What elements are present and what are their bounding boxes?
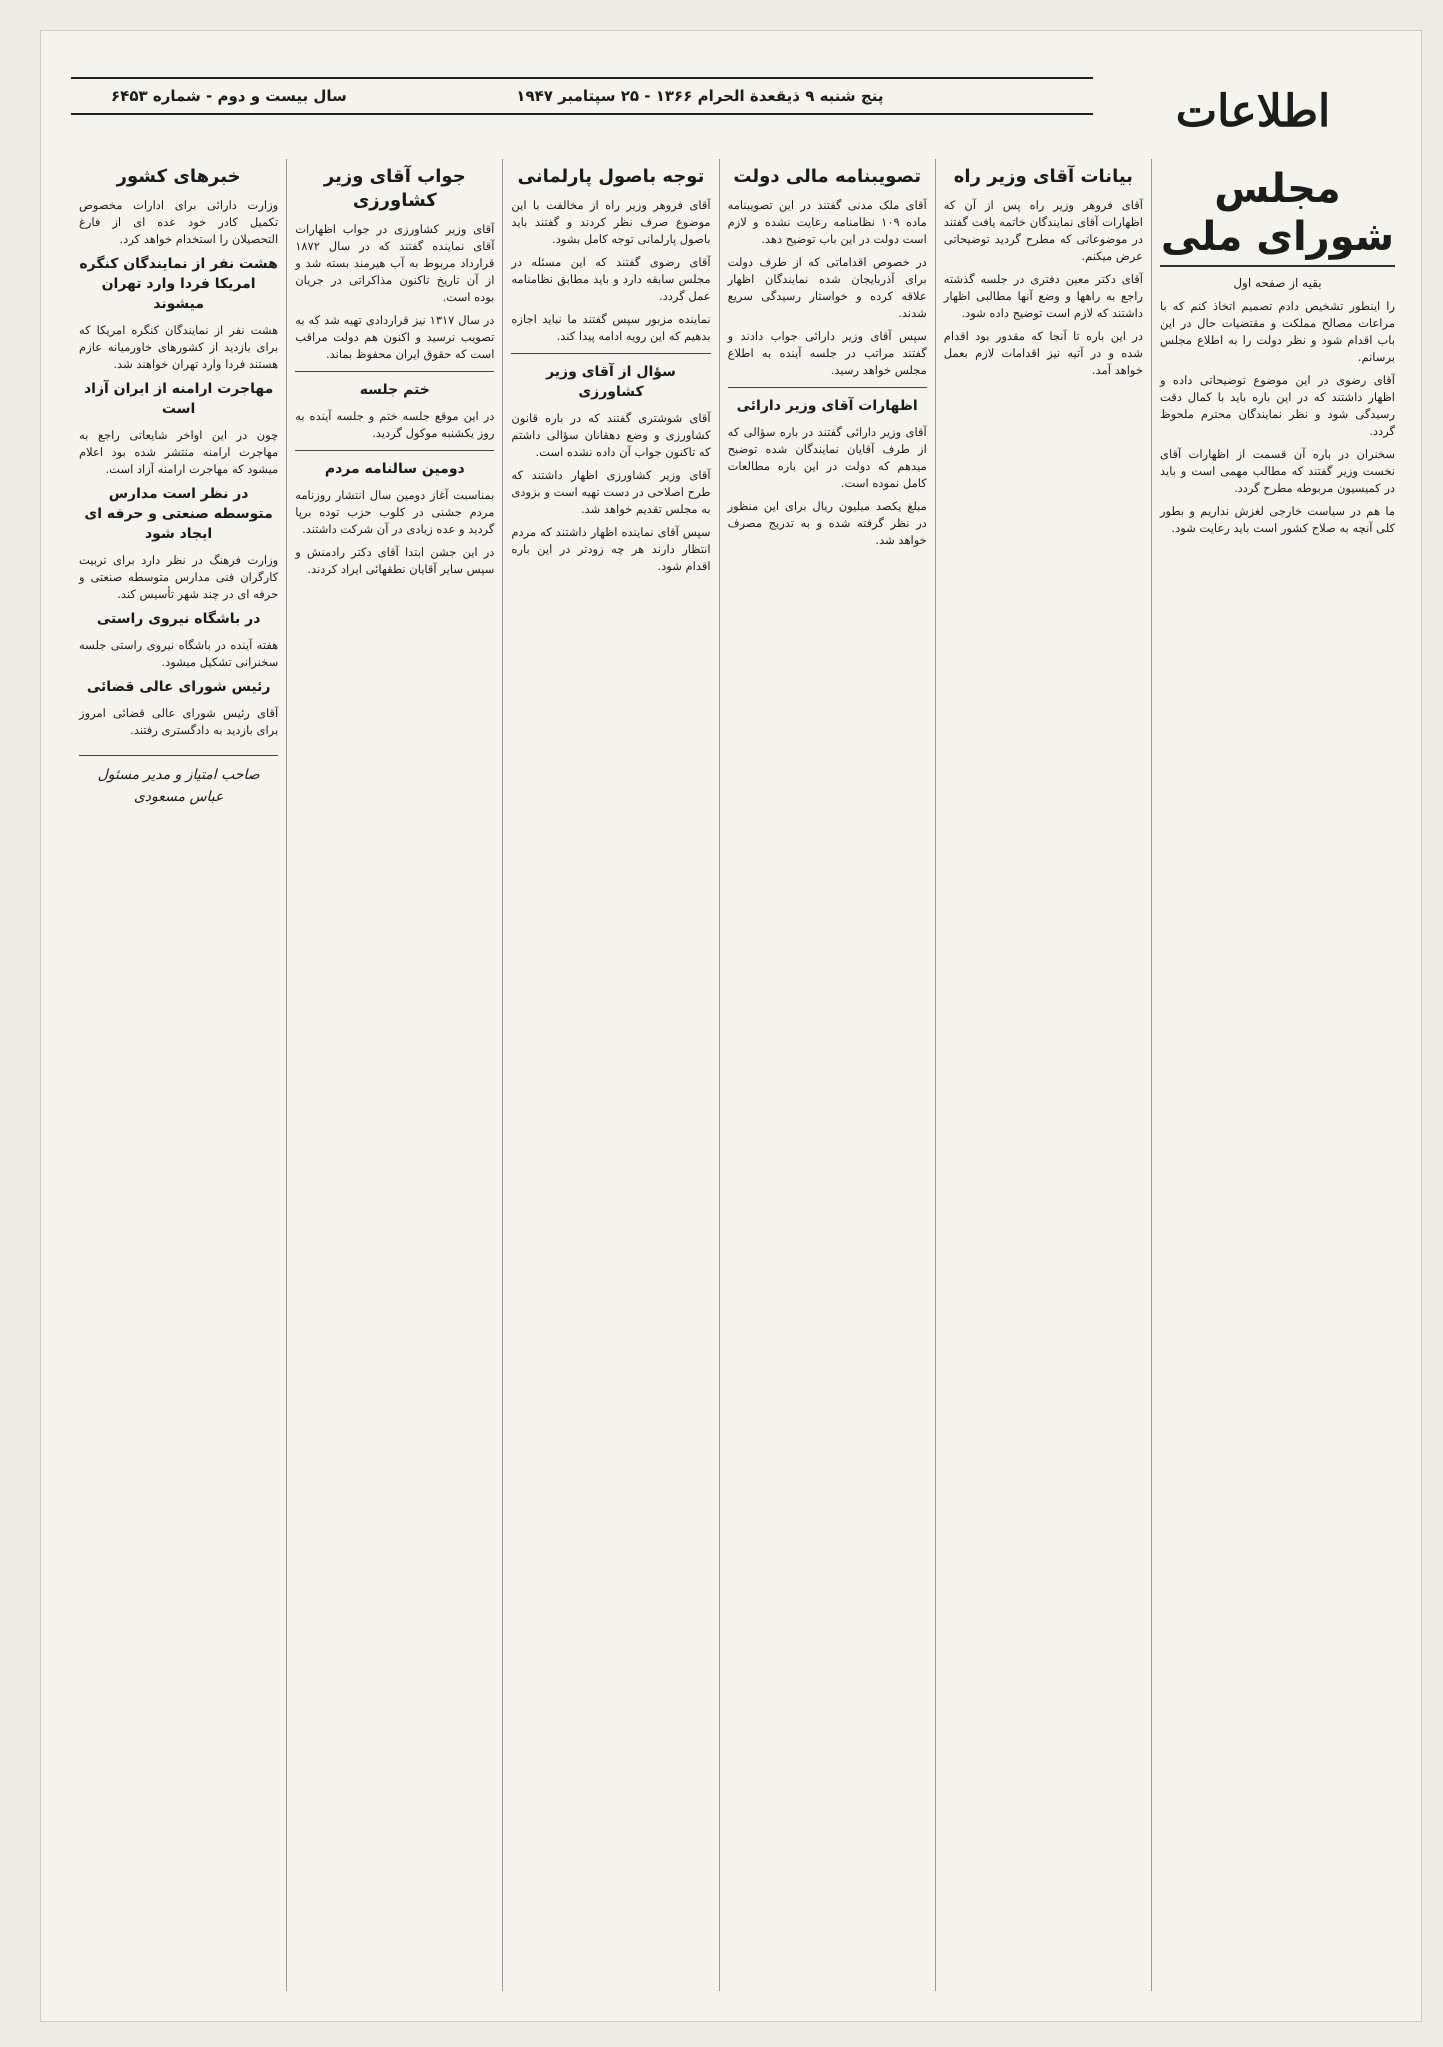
majlis-paragraph: ما هم در سیاست خارجی لغزش نداریم و بطور کلی آنچه به صلاح کشور است باید رعایت شود. — [1159, 504, 1395, 535]
sual-paragraph: آقای شوشتری گفتند که در باره قانون کشاورزی و وضع دهقانان سؤالی داشتم که تاکنون جواب آن داده نشده است. — [511, 411, 711, 459]
dateline-left: سال بیست و دوم - شماره ۶۴۵۳ — [111, 87, 347, 105]
column-3 — [719, 159, 935, 1991]
divider — [295, 450, 494, 451]
akhbar-subhead: در باشگاه نیروی راستی — [96, 611, 261, 627]
akhbar-subhead: رئیس شورای عالی قضائی — [86, 679, 271, 695]
akhbar-paragraph: آقای رئیس شورای عالی قضائی امروز برای بازدید به دادگستری رفتند. — [79, 706, 279, 737]
publisher-signature — [79, 755, 278, 808]
akhbar-paragraph: چون در این اواخر شایعاتی راجع به مهاجرت ارامنه منتشر شده بود اعلام میشود که مهاجرت ارامنه آزاد است. — [79, 428, 279, 476]
akhbar-paragraph: هفته آینده در باشگاه نیروی راستی جلسه سخنرانی تشکیل میشود. — [79, 638, 279, 669]
newspaper-page — [40, 30, 1422, 2022]
tasvibname-paragraph: در خصوص اقداماتی که از طرف دولت برای آذربایجان شده نمایندگان اظهار علاقه کرده و خواستار رسیدگی سریع شدند. — [727, 255, 927, 320]
dateline-center: پنج شنبه ۹ ذیقعدة الحرام ۱۳۶۶ - ۲۵ سپتامبر ۱۹۴۷ — [516, 87, 884, 105]
akhbar-subhead: هشت نفر از نمایندگان کنگره امریکا فردا وارد تهران میشوند — [79, 256, 278, 312]
ezharat-headline: اظهارات آقای وزیر دارائی — [736, 398, 918, 414]
tavajjoh-paragraph: آقای رضوی گفتند که این مسئله در مجلس سابقه دارد و باید مطابق نظامنامه عمل گردد. — [511, 255, 711, 303]
column-4 — [502, 159, 718, 1991]
akhbar-paragraph: هشت نفر از نمایندگان کنگره امریکا که برای بازدید از کشورهای خاورمیانه عازم هستند فردا وارد تهران خواهند شد. — [79, 323, 279, 371]
masthead: اطلاعات — [1175, 85, 1331, 137]
column-5 — [286, 159, 502, 1991]
akhbar-paragraph: وزارت دارائی برای ادارات مخصوص تکمیل کادر خود عده ای از فارغ التحصیلان را استخدام خواهد کرد. — [79, 198, 279, 246]
divider — [295, 371, 494, 372]
dovvomin-headline: دومین سالنامه مردم — [324, 461, 465, 477]
column-6 — [71, 159, 286, 1991]
bayanat-paragraph: در این باره تا آنجا که مقدور بود اقدام شده و در آتیه نیز اقدامات لازم بعمل خواهد آمد. — [943, 329, 1143, 377]
sual-headline: سؤال از آقای وزیر کشاورزی — [546, 364, 676, 400]
ezharat-paragraph: مبلغ یکصد میلیون ریال برای این منظور در نظر گرفته شده و به تدریج مصرف خواهد شد. — [727, 499, 927, 547]
akhbar-headline: خبرهای کشور — [116, 166, 241, 187]
column-1 — [1151, 159, 1403, 1991]
sual-paragraph: آقای وزیر کشاورزی اظهار داشتند که طرح اصلاحی در دست تهیه است و بزودی به مجلس تقدیم خواهد شد. — [511, 468, 711, 516]
bayanat-headline: بیانات آقای وزیر راه — [953, 166, 1133, 187]
page-header — [71, 71, 1403, 151]
tasvibname-headline: تصویبنامه مالی دولت — [733, 166, 922, 187]
javab-paragraph: آقای وزیر کشاورزی در جواب اظهارات آقای نماینده گفتند که در سال ۱۸۷۲ قرارداد مربوط به آب هیرمند بسته شد و از آن تاریخ تاکنون مذاکراتی در جریان بوده است. — [295, 222, 495, 304]
tavajjoh-paragraph: نماینده مزبور سپس گفتند ما نباید اجازه بدهیم که این رویه ادامه پیدا کند. — [511, 312, 711, 343]
akhbar-subhead: در نظر است مدارس متوسطه صنعتی و حرفه ای ایجاد شود — [84, 486, 273, 542]
tasvibname-paragraph: آقای ملک مدنی گفتند در این تصویبنامه ماده ۱۰۹ نظامنامه رعایت نشده و لازم است دولت در این باب توضیح دهد. — [727, 198, 927, 246]
khatm-paragraph: در این موقع جلسه ختم و جلسه آینده به روز یکشنبه موکول گردید. — [295, 409, 495, 440]
bayanat-paragraph: آقای دکتر معین دفتری در جلسه گذشته راجع به راهها و وضع آنها مطالبی اظهار داشتند که لازم است توضیح داده شود. — [943, 272, 1143, 320]
signature-line: صاحب امتیاز و مدیر مسئول — [97, 767, 260, 783]
tavajjoh-paragraph: آقای فروهر وزیر راه از مخالفت با این موضوع صرف نظر کردند و گفتند باید باصول پارلمانی توجه کامل بشود. — [511, 198, 711, 246]
tavajjoh-headline: توجه باصول پارلمانی — [517, 166, 705, 187]
bayanat-paragraph: آقای فروهر وزیر راه پس از آن که اظهارات آقای نمایندگان خاتمه یافت گفتند در موضوعاتی که مطرح گردید توضیحاتی عرض میکنم. — [943, 198, 1143, 263]
javab-headline: جواب آقای وزیر کشاورزی — [323, 166, 466, 211]
majlis-paragraph: آقای رضوی در این موضوع توضیحاتی داده و اظهار داشتند که در این باره باید با کمال دقت رسیدگی شود و نظر نمایندگان محترم ملحوظ گردد. — [1159, 373, 1395, 438]
ezharat-paragraph: آقای وزیر دارائی گفتند در باره سؤالی که از طرف آقایان نمایندگان شده توضیح میدهم که دولت در این باره مطالعات کامل نموده است. — [727, 425, 927, 490]
akhbar-subhead: مهاجرت ارامنه از ایران آزاد است — [83, 381, 274, 417]
majlis-paragraph: را اینطور تشخیص دادم تصمیم اتخاذ کنم که با مراعات مصالح مملکت و مقتضیات حال در این باب اقدام شود و نظر دولت را به اطلاع مجلس برسانم. — [1159, 299, 1395, 364]
sual-paragraph: سپس آقای نماینده اظهار داشتند که مردم انتظار دارند هر چه زودتر در این باره اقدام شود. — [511, 525, 711, 573]
divider — [728, 387, 927, 388]
majlis-paragraph: سخنران در باره آن قسمت از اظهارات آقای نخست وزیر گفتند که مطالب مهمی است و باید در کمیسیون مربوطه مطرح گردد. — [1159, 447, 1395, 495]
columns — [71, 159, 1403, 1991]
tasvibname-paragraph: سپس آقای وزیر دارائی جواب دادند و گفتند مراتب در جلسه آینده به اطلاع مجلس خواهد رسید. — [727, 329, 927, 377]
khatm-headline: ختم جلسه — [359, 382, 430, 398]
majlis-subtitle: بقیه از صفحه اول — [1233, 276, 1322, 290]
column-2 — [935, 159, 1151, 1991]
signature-line: عباس مسعودی — [133, 789, 224, 805]
divider — [511, 353, 710, 354]
dateline — [71, 77, 1093, 115]
javab-paragraph: در سال ۱۳۱۷ نیز قراردادی تهیه شد که به تصویب نرسید و اکنون هم دولت مراقب است که حقوق ایران محفوظ بماند. — [295, 313, 495, 361]
dovvomin-paragraph: بمناسبت آغاز دومین سال انتشار روزنامه مردم جشنی در کلوب حزب توده برپا گردید و عده زیادی در آن شرکت داشتند. — [295, 488, 495, 536]
akhbar-paragraph: وزارت فرهنگ در نظر دارد برای تربیت کارگران فنی مدارس متوسطه صنعتی و حرفه ای در چند شهر تأسیس کند. — [79, 553, 279, 601]
dovvomin-paragraph: در این جشن ابتدا آقای دکتر رادمنش و سپس سایر آقایان نطقهائی ایراد کردند. — [295, 545, 495, 576]
majlis-headline: مجلس شورای ملی — [1160, 165, 1395, 267]
